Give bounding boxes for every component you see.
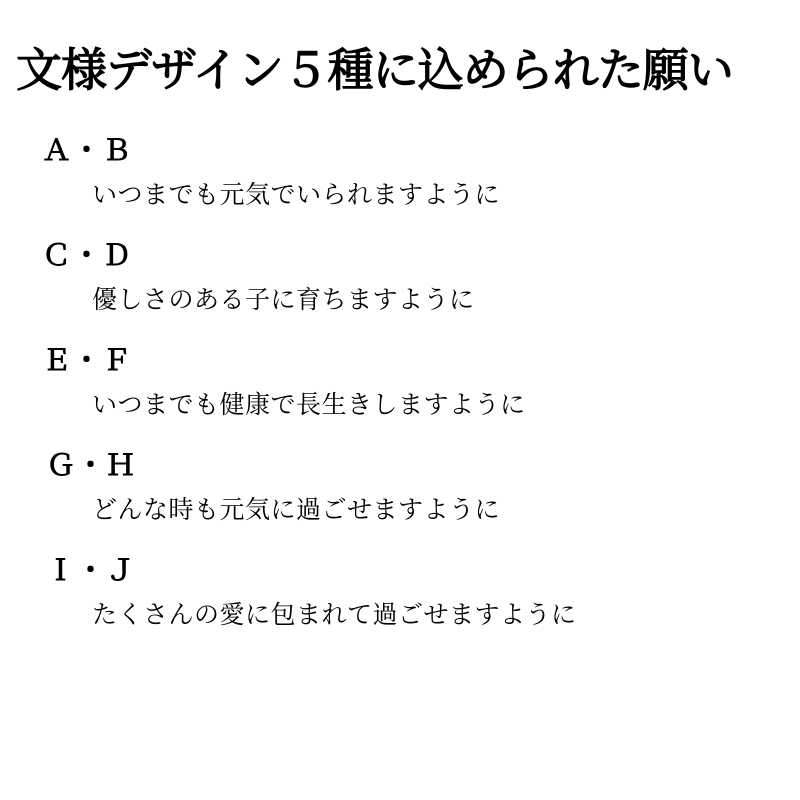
page-title: 文様デザイン５種に込められた願い <box>16 42 733 97</box>
entry-code: Ｉ・Ｊ <box>46 553 137 587</box>
entry-wish-text: 優しさのある子に育ちますように <box>92 285 475 314</box>
entry-code: Ｇ・Ｈ <box>46 448 137 482</box>
list-item <box>0 233 800 316</box>
entry-wish-text: いつまでも元気でいられますように <box>92 180 501 209</box>
list-item <box>0 443 800 526</box>
list-item <box>0 338 800 421</box>
wish-list <box>0 128 800 653</box>
list-item <box>0 548 800 631</box>
list-item <box>0 128 800 211</box>
entry-code: Ｃ・Ｄ <box>42 238 133 272</box>
entry-wish-text: いつまでも健康で長生きしますように <box>92 390 526 419</box>
entry-code: Ｅ・Ｆ <box>42 343 133 377</box>
entry-wish-text: どんな時も元気に過ごせますように <box>92 495 501 524</box>
entry-wish-text: たくさんの愛に包まれて過ごせますように <box>92 600 577 629</box>
entry-code: Ａ・Ｂ <box>42 133 133 167</box>
